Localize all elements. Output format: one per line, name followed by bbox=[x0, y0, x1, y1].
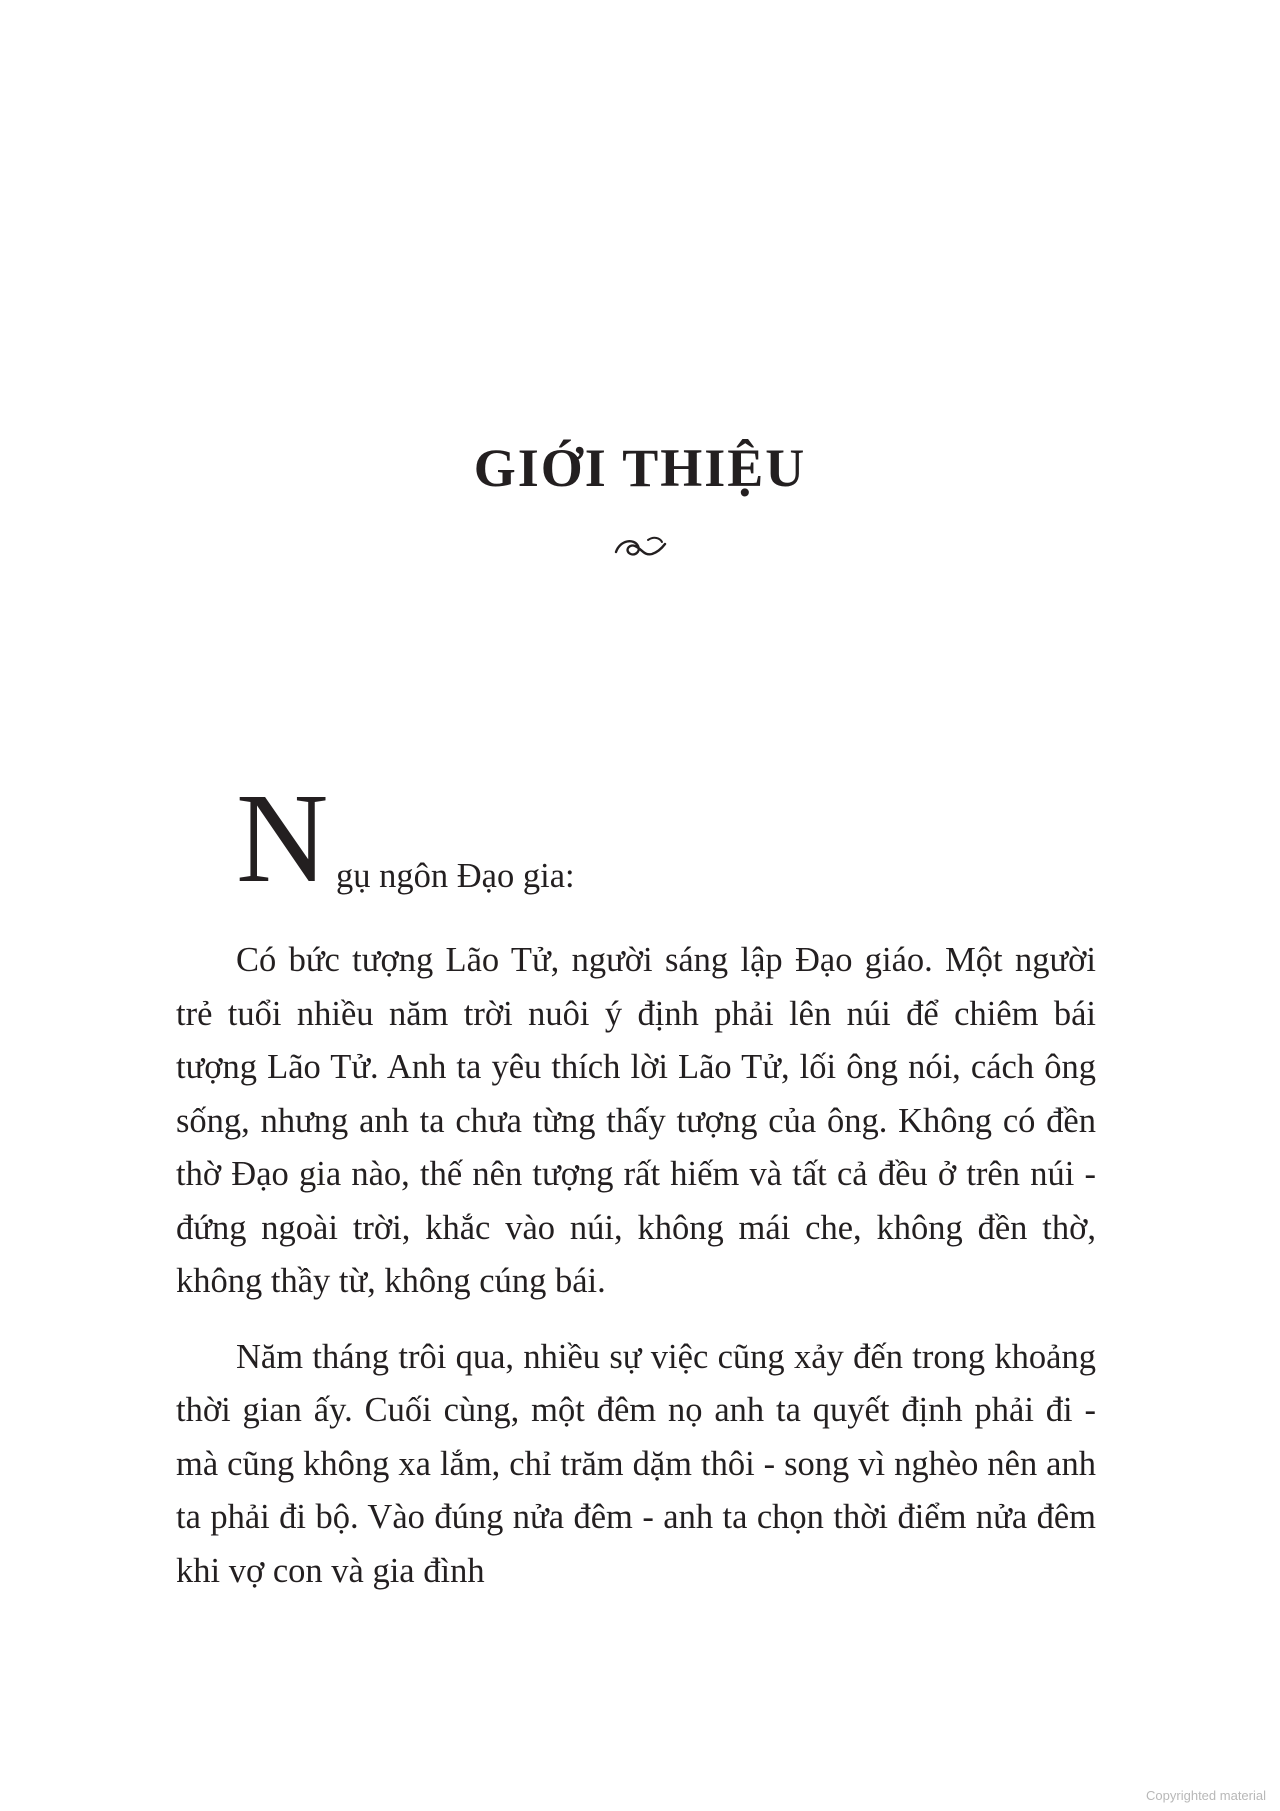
opening-line bbox=[176, 767, 1096, 910]
paragraph: Năm tháng trôi qua, nhiều sự việc cũng xảy đến trong khoảng thời gian ấy. Cuối cùng, một đêm nọ anh ta quyết định phải đi - mà cũng không xa lắm, chỉ trăm dặm thôi - song vì nghèo nên anh ta phải đi bộ. Vào đúng nửa đêm - anh ta chọn thời điểm nửa đêm khi vợ con và gia đình bbox=[176, 1337, 1096, 1590]
opening-text: gụ ngôn Đạo gia: bbox=[336, 857, 575, 895]
flourish-ornament-icon bbox=[610, 530, 670, 564]
body-text bbox=[176, 767, 1096, 1620]
chapter-title: GIỚI THIỆU bbox=[473, 438, 807, 498]
paragraph: Có bức tượng Lão Tử, người sáng lập Đạo giáo. Một người trẻ tuổi nhiều năm trời nuôi ý định phải lên núi để chiêm bái tượng Lão Tử. Anh ta yêu thích lời Lão Tử, lối ông nói, cách ông sống, nhưng anh ta chưa từng thấy tượng của ông. Không có đền thờ Đạo gia nào, thế nên tượng rất hiếm và tất cả đều ở trên núi - đứng ngoài trời, khắc vào núi, không mái che, không đền thờ, không thầy từ, không cúng bái. bbox=[176, 941, 1096, 1300]
drop-cap: N bbox=[236, 767, 329, 909]
copyright-notice: Copyrighted material bbox=[1146, 1788, 1266, 1803]
